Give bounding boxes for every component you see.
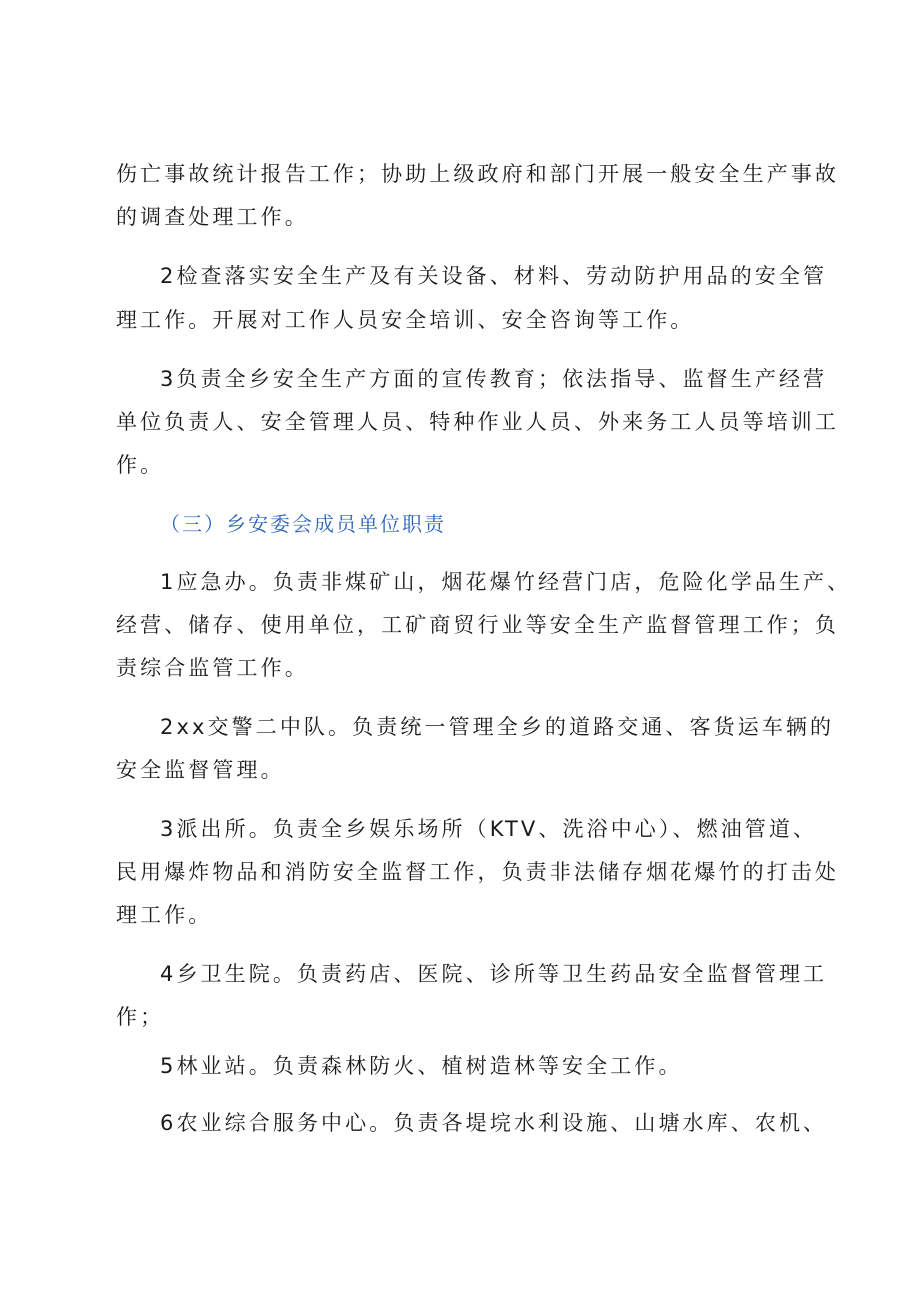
section-heading: （三）乡安委会成员单位职责 <box>160 512 446 536</box>
paragraph-start: 4乡卫生院。负责药店、医院、诊所等卫生药品安全监督管理工 <box>160 962 828 986</box>
text-line: 经营、储存、使用单位，工矿商贸行业等安全生产监督管理工作；负 <box>116 613 839 637</box>
text-line: 单位负责人、安全管理人员、特种作业人员、外来务工人员等培训工 <box>116 410 839 434</box>
text-line: 安全监督管理。 <box>116 758 285 782</box>
text-line: 民用爆炸物品和消防安全监督工作，负责非法储存烟花爆竹的打击处 <box>116 860 839 884</box>
paragraph-start: 3负责全乡安全生产方面的宣传教育；依法指导、监督生产经营 <box>160 367 828 391</box>
paragraph-start: 2检查落实安全生产及有关设备、材料、劳动防护用品的安全管 <box>160 264 828 288</box>
paragraph-start: 5林业站。负责森林防火、植树造林等安全工作。 <box>160 1054 683 1078</box>
text-line: 伤亡事故统计报告工作；协助上级政府和部门开展一般安全生产事故 <box>116 162 839 186</box>
text-line: 理工作。开展对工作人员安全培训、安全咨询等工作。 <box>116 308 695 332</box>
paragraph-start: 3派出所。负责全乡娱乐场所（KTV、洗浴中心）、燃油管道、 <box>160 817 818 841</box>
text-line: 理工作。 <box>116 903 213 927</box>
paragraph-start: 2xx交警二中队。负责统一管理全乡的道路交通、客货运车辆的 <box>160 715 835 739</box>
text-line: 的调查处理工作。 <box>116 205 309 229</box>
text-line: 责综合监管工作。 <box>116 656 309 680</box>
paragraph-start: 1应急办。负责非煤矿山，烟花爆竹经营门店，危险化学品生产、 <box>160 570 852 594</box>
text-line: 作。 <box>116 453 165 477</box>
text-line: 作； <box>116 1005 165 1029</box>
paragraph-start: 6农业综合服务中心。负责各堤垸水利设施、山塘水库、农机、 <box>160 1111 828 1135</box>
